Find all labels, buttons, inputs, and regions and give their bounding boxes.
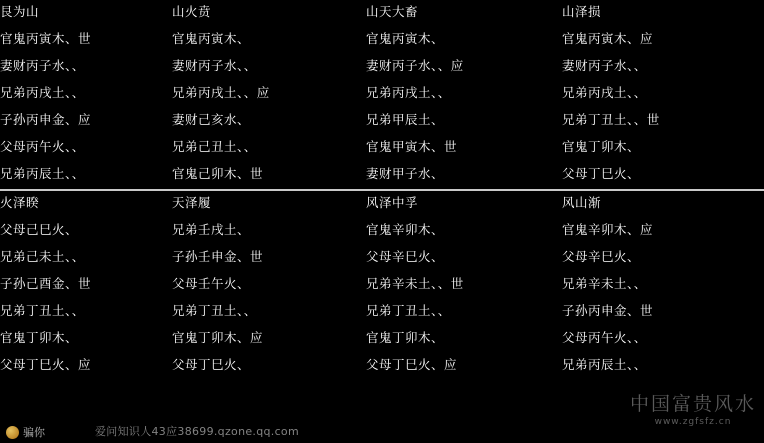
hexagram-line: 父母己巳火、	[0, 222, 79, 237]
hexagram-line: 兄弟丁丑土、、世	[562, 112, 660, 127]
hexagram-block-1	[0, 0, 764, 189]
hexagram-cell	[366, 191, 562, 380]
hexagram-line: 妻财丙子水、、应	[366, 58, 464, 73]
hexagram-title: 天泽履	[172, 195, 212, 210]
hexagram-line: 兄弟丁丑土、、	[366, 303, 451, 318]
hexagram-line: 子孙丙申金、应	[0, 112, 92, 127]
hexagram-line: 官鬼丙寅木、	[172, 31, 251, 46]
hexagram-line: 兄弟丙戌土、、	[562, 85, 647, 100]
hexagram-line: 官鬼辛卯木、	[366, 222, 445, 237]
hexagram-cell	[172, 191, 366, 380]
hexagram-cell	[366, 0, 562, 189]
hexagram-cell	[0, 0, 172, 189]
watermark-url: 爱问知识人43应38699.qzone.qq.com	[95, 425, 299, 438]
hexagram-line: 官鬼丙寅木、应	[562, 31, 654, 46]
hexagram-line: 兄弟丙戌土、、	[0, 85, 85, 100]
hexagram-line: 官鬼丁卯木、应	[172, 330, 264, 345]
hexagram-title: 风山渐	[562, 195, 602, 210]
hexagram-line: 兄弟辛未土、、世	[366, 276, 464, 291]
hexagram-line: 妻财己亥水、	[172, 112, 251, 127]
hexagram-line: 官鬼丙寅木、世	[0, 31, 92, 46]
hexagram-title: 山天大畜	[366, 4, 419, 19]
hexagram-line: 父母丁巳火、应	[366, 357, 458, 372]
hexagram-column	[366, 0, 562, 189]
hexagram-line: 兄弟丁丑土、、	[0, 303, 85, 318]
hexagram-title: 山泽损	[562, 4, 602, 19]
hexagram-line: 妻财甲子水、	[366, 166, 445, 181]
hexagram-line: 父母丙午火、、	[0, 139, 85, 154]
hexagram-title: 风泽中孚	[366, 195, 419, 210]
hexagram-line: 官鬼丁卯木、	[562, 139, 641, 154]
hexagram-line: 父母丁巳火、应	[0, 357, 92, 372]
hexagram-line: 子孙壬申金、世	[172, 249, 264, 264]
hexagram-line: 妻财丙子水、、	[562, 58, 647, 73]
watermark-logo	[630, 389, 756, 427]
hexagram-line: 兄弟己丑土、、	[172, 139, 257, 154]
hexagram-line: 兄弟辛未土、、	[562, 276, 647, 291]
hexagram-line: 官鬼丙寅木、	[366, 31, 445, 46]
hexagram-line: 妻财丙子水、、	[172, 58, 257, 73]
hexagram-line: 官鬼丁卯木、	[0, 330, 79, 345]
hexagram-line: 子孙己酉金、世	[0, 276, 92, 291]
hexagram-column	[0, 0, 172, 189]
hexagram-title: 山火贲	[172, 4, 212, 19]
hexagram-line: 官鬼己卯木、世	[172, 166, 264, 181]
hexagram-line: 父母辛巳火、	[366, 249, 445, 264]
hexagram-column	[366, 191, 562, 380]
hexagram-line: 官鬼甲寅木、世	[366, 139, 458, 154]
hexagram-title: 火泽睽	[0, 195, 40, 210]
hexagram-line: 父母壬午火、	[172, 276, 251, 291]
hexagram-line: 兄弟己未土、、	[0, 249, 85, 264]
hexagram-title: 艮为山	[0, 4, 40, 19]
hexagram-line: 父母丁巳火、	[562, 166, 641, 181]
hexagram-cell	[562, 191, 764, 380]
hexagram-line: 官鬼辛卯木、应	[562, 222, 654, 237]
hexagram-line: 兄弟丙辰土、、	[562, 357, 647, 372]
hexagram-column	[562, 191, 764, 380]
watermark-label: 骗你	[23, 426, 45, 439]
hexagram-line: 兄弟壬戌土、	[172, 222, 251, 237]
hexagram-line: 兄弟甲辰土、	[366, 112, 445, 127]
hexagram-line: 父母辛巳火、	[562, 249, 641, 264]
hexagram-block-2	[0, 191, 764, 380]
hexagram-line: 父母丁巳火、	[172, 357, 251, 372]
hexagram-line: 兄弟丙辰土、、	[0, 166, 85, 181]
watermark-logo-url: www.zgfsfz.cn	[654, 417, 732, 427]
hexagram-column	[0, 191, 172, 380]
hexagram-cell	[0, 191, 172, 380]
hexagram-line: 兄弟丁丑土、、	[172, 303, 257, 318]
hexagram-column	[172, 0, 366, 189]
watermark-logo-title: 中国富贵风水	[629, 393, 756, 415]
hexagram-column	[562, 0, 764, 189]
hexagram-line: 子孙丙申金、世	[562, 303, 654, 318]
watermark-badge	[6, 424, 45, 440]
badge-icon	[6, 426, 19, 439]
hexagram-column	[172, 191, 366, 380]
hexagram-line: 兄弟丙戌土、、应	[172, 85, 270, 100]
hexagram-cell	[562, 0, 764, 189]
hexagram-line: 兄弟丙戌土、、	[366, 85, 451, 100]
hexagram-line: 官鬼丁卯木、	[366, 330, 445, 345]
hexagram-cell	[172, 0, 366, 189]
hexagram-line: 妻财丙子水、、	[0, 58, 85, 73]
hexagram-line: 父母丙午火、、	[562, 330, 647, 345]
